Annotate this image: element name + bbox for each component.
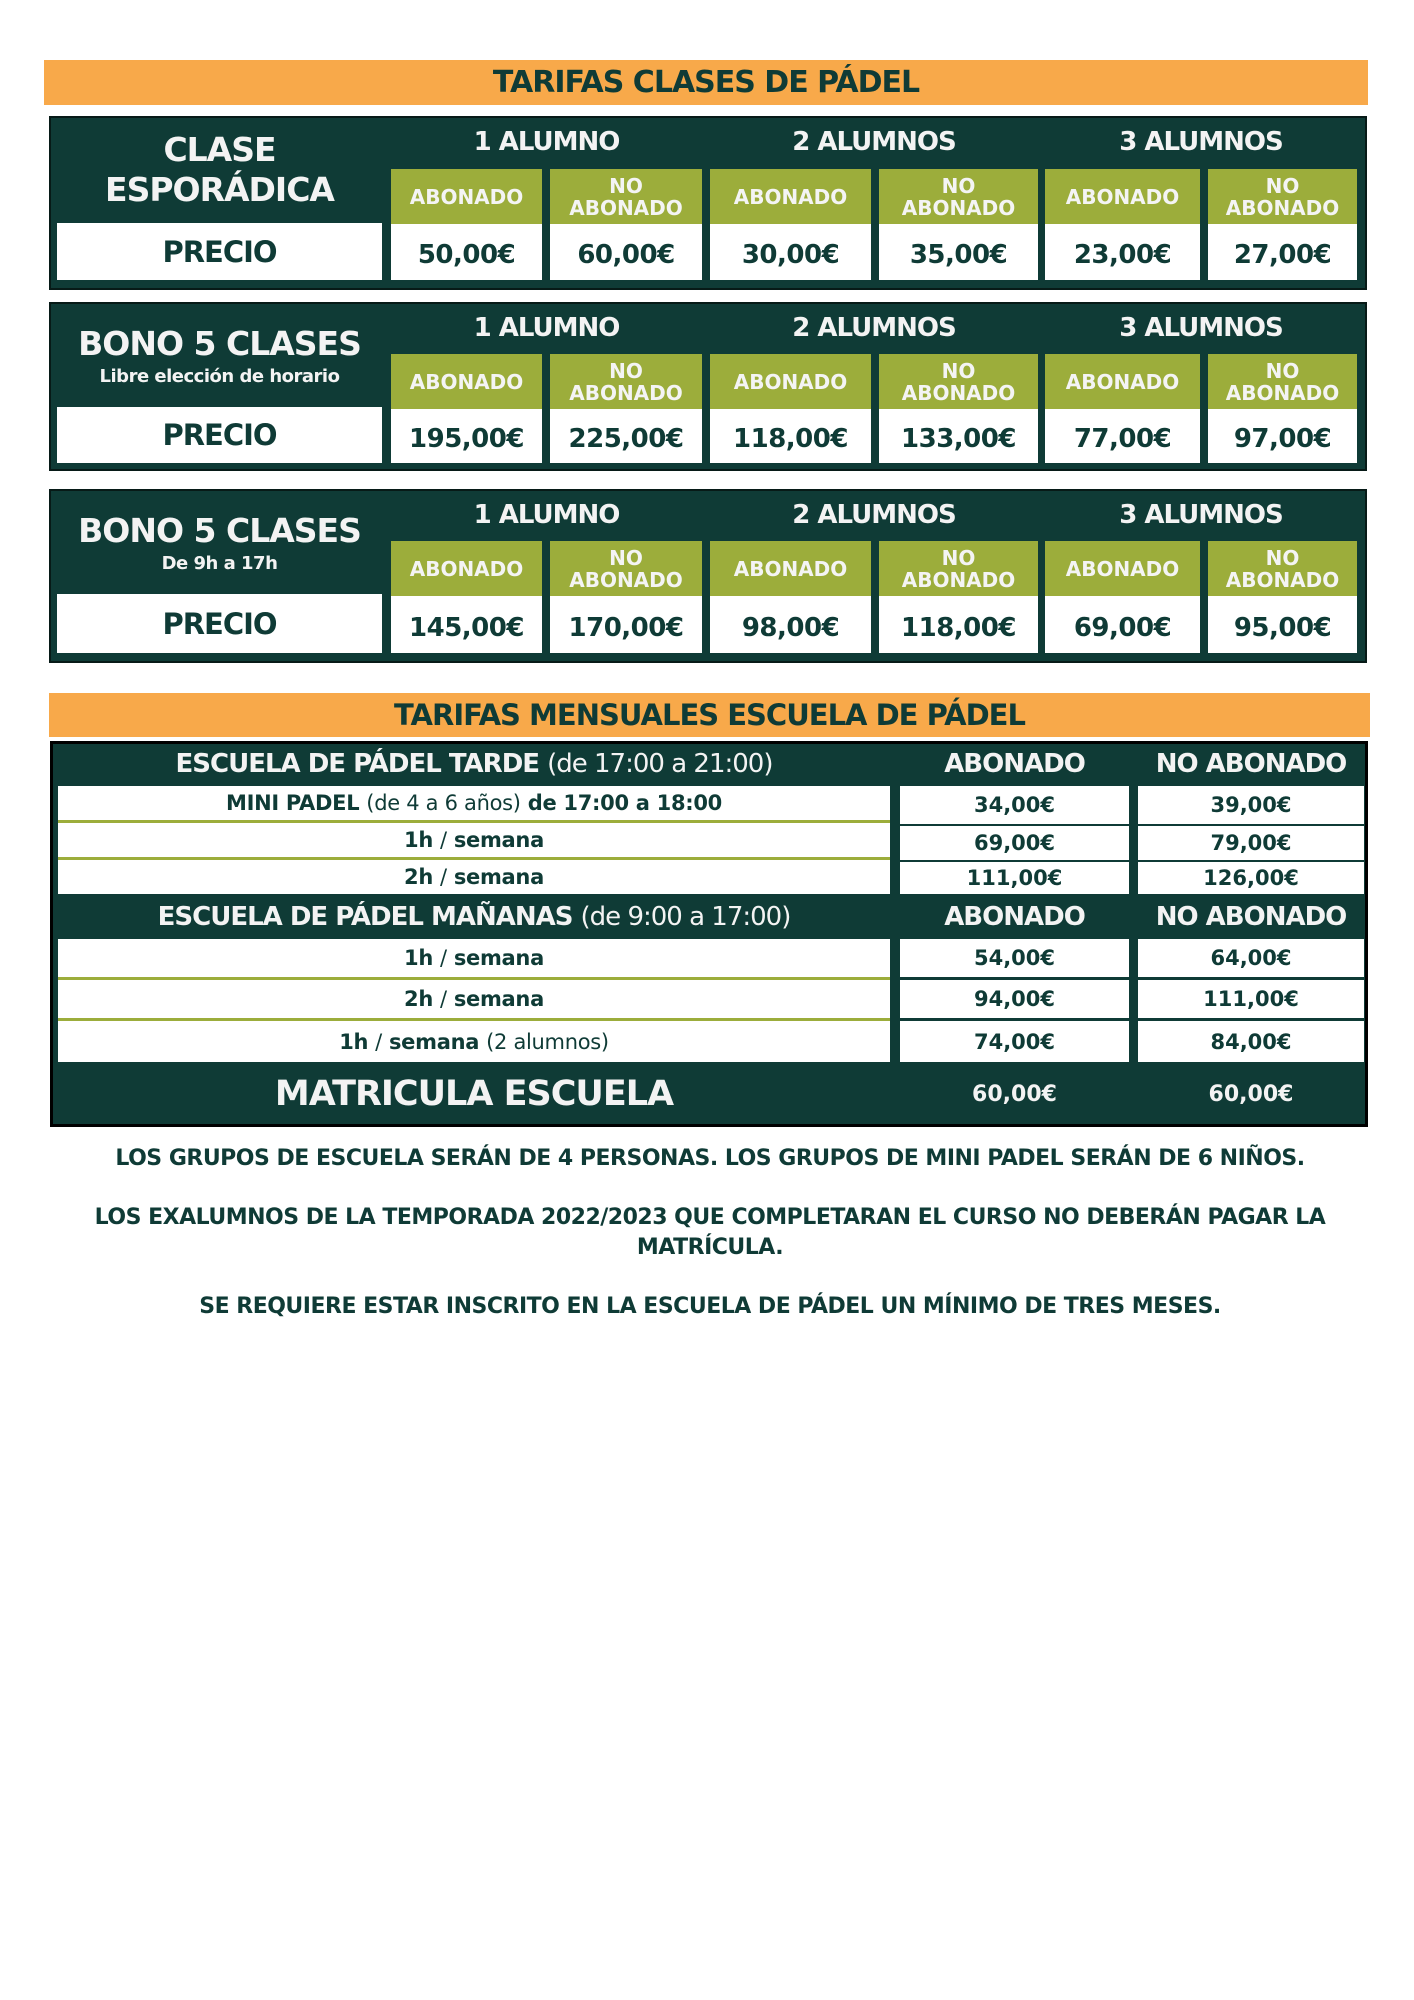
price-cell: 69,00€ xyxy=(1045,596,1200,653)
price-cell: 170,00€ xyxy=(550,596,702,653)
abonado-label: ABONADO xyxy=(1045,354,1200,409)
price-cell: 111,00€ xyxy=(900,862,1129,894)
col-abonado-header: ABONADO xyxy=(944,902,1085,932)
price-cell: 79,00€ xyxy=(1138,826,1364,860)
note-exalumnos-cont: MATRÍCULA. xyxy=(636,1235,784,1260)
group-header-1-alumno: 1 ALUMNO xyxy=(473,127,620,157)
matricula-label: MATRICULA ESCUELA xyxy=(274,1074,674,1114)
col-no-abonado-header: NO ABONADO xyxy=(1155,902,1347,932)
abonado-label: ABONADO xyxy=(391,169,542,224)
price-cell: 94,00€ xyxy=(900,980,1129,1018)
price-cell: 98,00€ xyxy=(710,596,871,653)
price-cell: 64,00€ xyxy=(1138,939,1364,977)
no-abonado-label: NO ABONADO xyxy=(550,354,702,409)
row-label: 2h / semana xyxy=(58,860,890,894)
price-cell: 74,00€ xyxy=(900,1021,1129,1062)
group-header-3-alumnos: 3 ALUMNOS xyxy=(1119,500,1283,530)
matricula-price-no-abonado: 60,00€ xyxy=(1138,1068,1364,1120)
precio-label: PRECIO xyxy=(57,594,382,653)
price-cell: 84,00€ xyxy=(1138,1021,1364,1062)
group-header-3-alumnos: 3 ALUMNOS xyxy=(1119,127,1283,157)
price-cell: 225,00€ xyxy=(550,409,702,463)
group-header-2-alumnos: 2 ALUMNOS xyxy=(792,313,956,343)
abonado-label: ABONADO xyxy=(1045,541,1200,596)
group-header-2-alumnos: 2 ALUMNOS xyxy=(792,127,956,157)
abonado-label: ABONADO xyxy=(710,541,871,596)
group-header-1-alumno: 1 ALUMNO xyxy=(473,313,620,343)
price-cell: 39,00€ xyxy=(1138,786,1364,824)
section-title-clases: TARIFAS CLASES DE PÁDEL xyxy=(44,60,1368,105)
precio-label: PRECIO xyxy=(57,407,382,463)
table-title-line: BONO 5 CLASES xyxy=(78,511,361,550)
abonado-label: ABONADO xyxy=(391,541,542,596)
row-label: MINI PADEL (de 4 a 6 años) de 17:00 a 18:00 xyxy=(58,786,890,820)
table-title-line: CLASE xyxy=(163,130,276,169)
price-cell: 60,00€ xyxy=(550,224,702,280)
table-title xyxy=(57,495,382,591)
row-label: 1h / semana xyxy=(58,939,890,977)
price-cell: 118,00€ xyxy=(879,596,1038,653)
price-cell: 145,00€ xyxy=(391,596,542,653)
row-label: 1h / semana xyxy=(58,823,890,857)
matricula-price-abonado: 60,00€ xyxy=(900,1068,1129,1120)
price-cell: 50,00€ xyxy=(391,224,542,280)
price-cell: 133,00€ xyxy=(879,409,1038,463)
no-abonado-label: NO ABONADO xyxy=(879,354,1038,409)
table-title-line: BONO 5 CLASES xyxy=(78,324,361,363)
col-abonado-header: ABONADO xyxy=(944,748,1085,779)
no-abonado-label: NO ABONADO xyxy=(550,169,702,224)
note-grupos: LOS GRUPOS DE ESCUELA SERÁN DE 4 PERSONAS. LOS GRUPOS DE MINI PADEL SERÁN DE 6 NIÑOS. xyxy=(115,1146,1305,1171)
table-title-line: ESPORÁDICA xyxy=(105,170,334,209)
no-abonado-label: NO ABONADO xyxy=(1208,354,1357,409)
price-table-bono-libre xyxy=(49,302,1367,471)
note-exalumnos: LOS EXALUMNOS DE LA TEMPORADA 2022/2023 QUE COMPLETARAN EL CURSO NO DEBERÁN PAGAR LA xyxy=(94,1205,1326,1230)
price-cell: 95,00€ xyxy=(1208,596,1357,653)
price-cell: 111,00€ xyxy=(1138,980,1364,1018)
price-cell: 54,00€ xyxy=(900,939,1129,977)
abonado-label: ABONADO xyxy=(391,354,542,409)
row-label: 2h / semana xyxy=(58,980,890,1018)
column-gap xyxy=(893,744,899,1124)
col-no-abonado-header: NO ABONADO xyxy=(1155,748,1347,779)
price-cell: 126,00€ xyxy=(1138,862,1364,894)
row-label: 1h / semana (2 alumnos) xyxy=(58,1021,890,1062)
precio-label: PRECIO xyxy=(57,223,382,280)
group-header-2-alumnos: 2 ALUMNOS xyxy=(792,500,956,530)
monthly-price-table xyxy=(50,741,1368,1127)
no-abonado-label: NO ABONADO xyxy=(879,169,1038,224)
no-abonado-label: NO ABONADO xyxy=(1208,169,1357,224)
group-header-3-alumnos: 3 ALUMNOS xyxy=(1119,313,1283,343)
price-cell: 69,00€ xyxy=(900,826,1129,860)
table-title xyxy=(57,122,382,218)
price-table-clase-esporadica xyxy=(49,116,1367,290)
table-title xyxy=(57,308,382,404)
abonado-label: ABONADO xyxy=(710,169,871,224)
price-cell: 34,00€ xyxy=(900,786,1129,824)
table-subtitle: Libre elección de horario xyxy=(99,366,340,387)
price-cell: 77,00€ xyxy=(1045,409,1200,463)
price-cell: 27,00€ xyxy=(1208,224,1357,280)
no-abonado-label: NO ABONADO xyxy=(1208,541,1357,596)
price-cell: 30,00€ xyxy=(710,224,871,280)
price-cell: 35,00€ xyxy=(879,224,1038,280)
price-table-bono-9-17 xyxy=(49,489,1367,663)
tarde-header: ESCUELA DE PÁDEL TARDE (de 17:00 a 21:00) xyxy=(175,748,773,779)
mananas-header: ESCUELA DE PÁDEL MAÑANAS (de 9:00 a 17:00) xyxy=(157,902,791,932)
price-cell: 118,00€ xyxy=(710,409,871,463)
section-title-mensuales: TARIFAS MENSUALES ESCUELA DE PÁDEL xyxy=(49,693,1370,737)
price-cell: 23,00€ xyxy=(1045,224,1200,280)
table-subtitle: De 9h a 17h xyxy=(161,553,278,574)
price-cell: 195,00€ xyxy=(391,409,542,463)
no-abonado-label: NO ABONADO xyxy=(879,541,1038,596)
abonado-label: ABONADO xyxy=(1045,169,1200,224)
abonado-label: ABONADO xyxy=(710,354,871,409)
note-inscrito: SE REQUIERE ESTAR INSCRITO EN LA ESCUELA DE PÁDEL UN MÍNIMO DE TRES MESES. xyxy=(199,1294,1221,1319)
group-header-1-alumno: 1 ALUMNO xyxy=(473,500,620,530)
price-cell: 97,00€ xyxy=(1208,409,1357,463)
no-abonado-label: NO ABONADO xyxy=(550,541,702,596)
